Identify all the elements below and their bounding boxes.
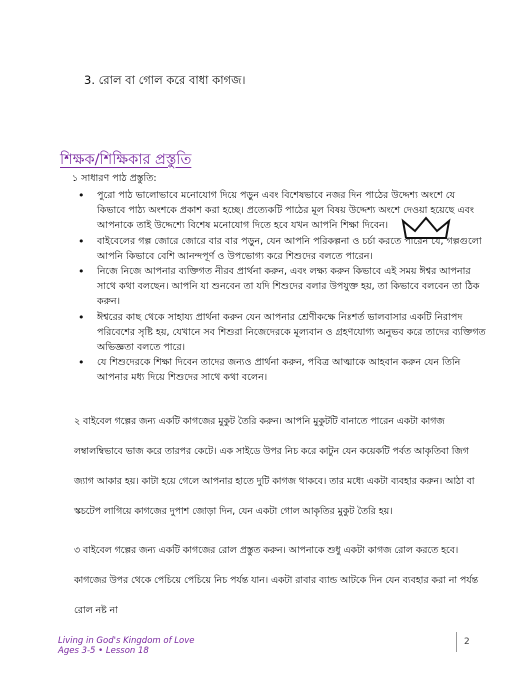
bullet-item: • নিজে নিজে আপনার ব্যক্তিগত নীরব প্রার্থনা করুন, এবং লক্ষ্য করুন কিভাবে এই সময় ঈশ্বর আপনার সাথে কথা বলছেন। আপনি যা শুনবেন তা যদি শিশুদের বলার উপযুক্ত হয়, তা কিভাবে বলবেন তা ঠিক করুন। xyxy=(76,264,486,310)
footer-lesson: Ages 3-5 • Lesson 18 xyxy=(58,646,149,656)
bullet-item: • ঈশ্বরের কাছ থেকে সাহায্য প্রার্থনা করুন যেন আপনার শ্রেণীকক্ষে নিঃশর্ত ভালবাসার একটি নিরাপদ পরিবেশের সৃষ্টি হয়, যেখানে সব শিশুরা নিজেদেরকে মূল্যবান ও গ্রহণযোগ্য অনুভব করে তাদের ব্যক্তিগত অভিজ্ঞতা বলতে পারে। xyxy=(76,310,486,356)
paragraph-paper-roll: ৩ বাইবেল গল্পের জন্য একটি কাগজের রোল প্রস্তুত করুন। আপনাকে শুধু একটা কাগজ রোল করতে হবে। কাগজের উপর থেকে পেচিয়ে পেচিয়ে নিচ পর্যন্ত যান। একটা রাবার ব্যান্ড আটকে দিন যেন ব্যবহার করা না পর্যন্ত রোল নষ্ট না xyxy=(74,545,478,616)
list-item-paper-roll: 3. রোল বা গোল করে বাধা কাগজ। xyxy=(84,73,246,87)
crown-icon xyxy=(400,216,452,244)
footer xyxy=(58,636,194,656)
section-heading: শিক্ষক/শিক্ষিকার প্রস্তুতি xyxy=(60,152,192,168)
bullet-item: • যে শিশুদেরকে শিক্ষা দিবেন তাদের জন্যও প্রার্থনা করুন, পবিত্র আত্মাকে আহবান করুন যেন তিনি আপনার মধ্য দিয়ে শিশুদের সাথে কথা বলেন। xyxy=(76,355,486,385)
paragraph-paper-crown: ২ বাইবেল গল্পের জন্য একটি কাগজের মুকুট তৈরি করুন। আপনি মুকুটটি বানাতে পারেন একটা কাগজ লম্বালম্বিভাবে ভাজ করে তারপর কেটে। এক সাইডে উপর নিচ করে কাটুন যেন কয়েকটি পর্বত আকৃতিবা জিগ জ্যাগ আকার হয়। কাটা হয়ে গেলে আপনার হাতে দুটি কাগজ থাকবে। তার মধ্যে একটা ব্যবহার করুন। আঠা বা স্কচটেপ লাগিয়ে কাগজের দুপাশ জোড়া দিন, যেন একটা গোল আকৃতির মুকুট তৈরি হয়। xyxy=(74,416,475,517)
subsection-heading: ১ সাধারণ পাঠ প্রস্তুতি: xyxy=(72,173,157,184)
page-number-divider xyxy=(456,632,457,652)
page-number: 2 xyxy=(464,637,470,647)
footer-title: Living in God's Kingdom of Love xyxy=(58,636,195,646)
bullet-item: • পুরো পাঠ ভালোভাবে মনোযোগ দিয়ে পড়ুন এবং বিশেষভাবে নজর দিন পাঠের উদ্দেশ্য অংশে যে কিভাবে পাঠ্য অংশকে প্রকাশ করা হচ্ছে। প্রত্যেকটি পাঠের মূল বিষয় উদ্দেশ্য অংশে দেওয়া হয়েছে এবং আপনাকে তাই উদ্দেশ্যে বিশেষ মনোযোগ দিতে হবে যখন আপনি শিক্ষা দিবেন। xyxy=(76,188,486,234)
bullet-item: • বাইবেলের গল্প জোরে জোরে বার বার পড়ুন, যেন আপনি পরিকল্পনা ও চর্চা করতে পারেন যে, গল্পগুলো আপনি কিভাবে বেশি আনন্দপূর্ণ ও উপভোগ্য করে শিশুদের বলতে পারেন। xyxy=(76,234,486,264)
